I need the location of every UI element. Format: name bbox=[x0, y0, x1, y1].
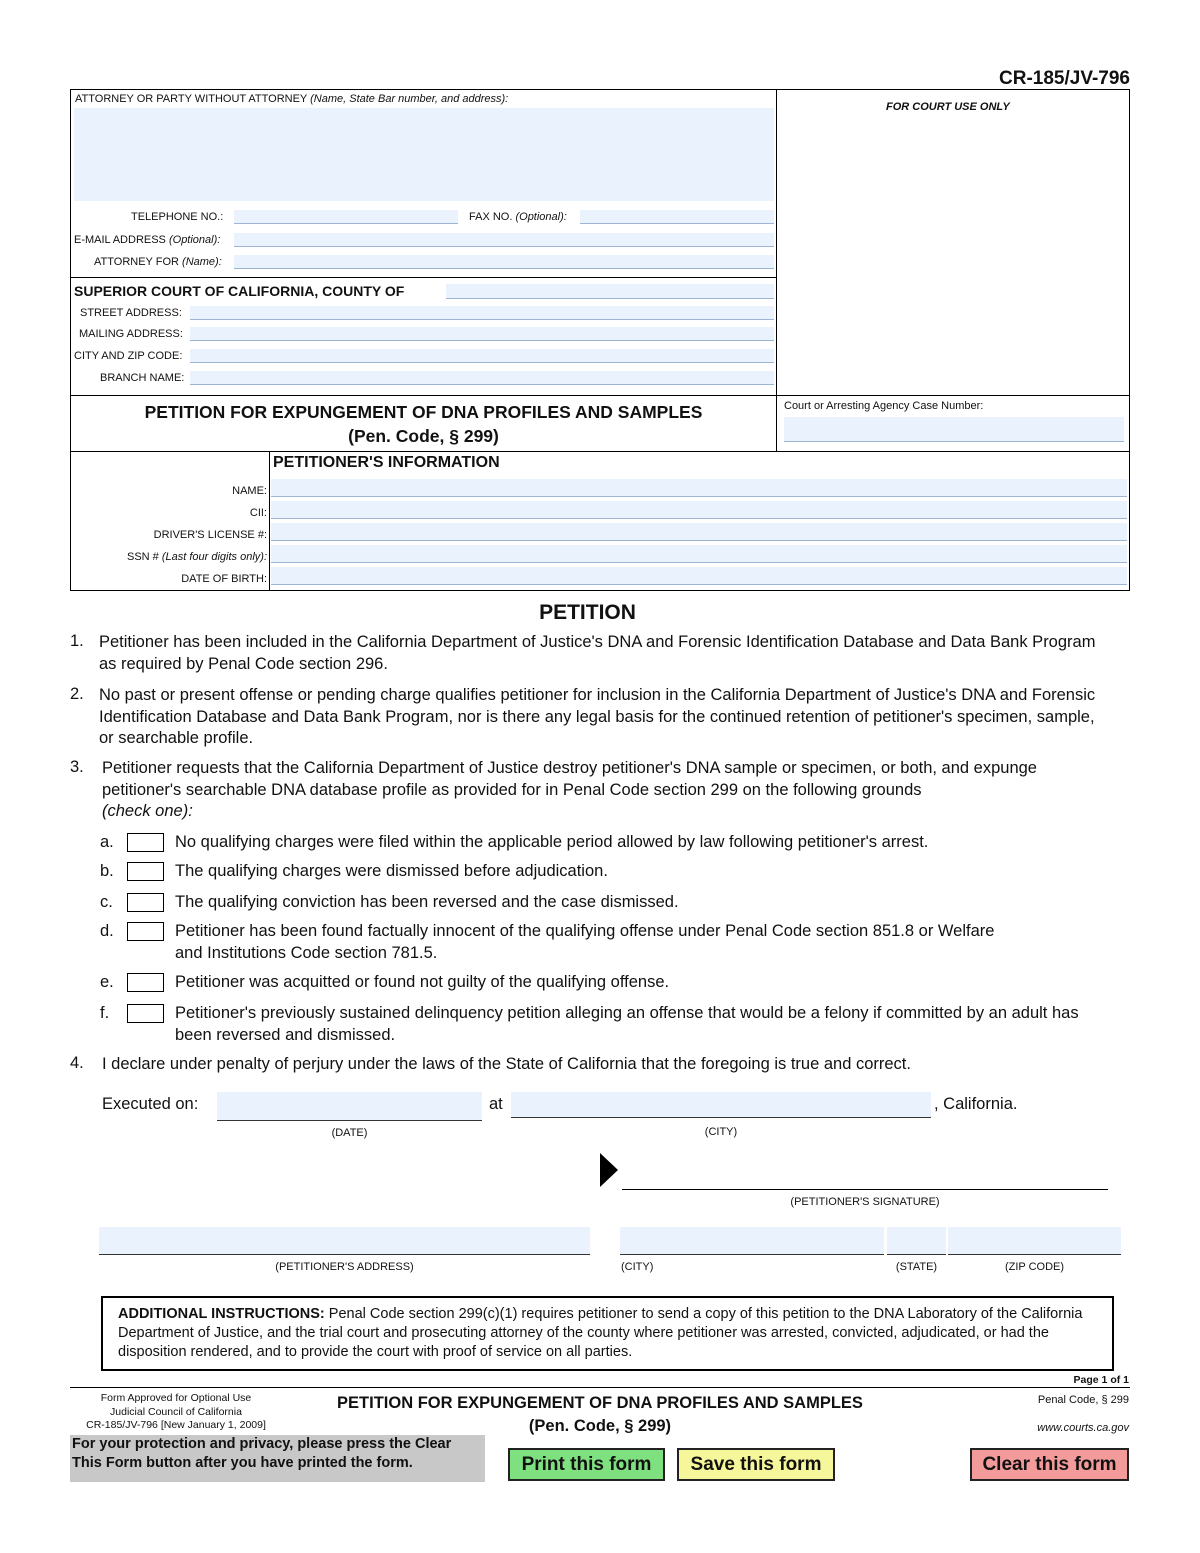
option-e-text: Petitioner was acquitted or found not guilty of the qualifying offense. bbox=[175, 973, 670, 991]
option-letter: b. bbox=[100, 862, 114, 880]
option-b-text: The qualifying charges were dismissed before adjudication. bbox=[175, 862, 608, 880]
option-c-text: The qualifying conviction has been reversed and the case dismissed. bbox=[175, 893, 679, 911]
footer-website[interactable]: www.courts.ca.gov bbox=[1037, 1422, 1129, 1434]
petition-item-3: Petitioner requests that the California Department of Justice destroy petitioner's DNA sample or specimen, or both, and expunge petitioner's searchable DNA database profile as provided for in Penal Code section 299 on the following grounds (check one): bbox=[102, 759, 1037, 820]
form-title-line2: (Pen. Code, § 299) bbox=[348, 426, 499, 446]
petition-heading: PETITION bbox=[539, 601, 636, 624]
attorney-for-field[interactable] bbox=[234, 255, 774, 269]
license-field[interactable] bbox=[271, 523, 1127, 541]
header-right-box bbox=[776, 89, 1130, 452]
zip-field[interactable] bbox=[948, 1227, 1121, 1255]
print-button[interactable]: Print this form bbox=[508, 1448, 665, 1481]
option-a-text: No qualifying charges were filed within the applicable period allowed by law following petitioner's arrest. bbox=[175, 833, 929, 851]
mailing-label: MAILING ADDRESS: bbox=[79, 328, 183, 340]
cii-label: CII: bbox=[249, 507, 267, 519]
at-label: at bbox=[489, 1095, 503, 1113]
signature-line[interactable] bbox=[622, 1189, 1108, 1190]
dob-label: DATE OF BIRTH: bbox=[181, 573, 267, 585]
case-number-field[interactable] bbox=[784, 417, 1124, 442]
option-letter: c. bbox=[100, 893, 113, 911]
page-number: Page 1 of 1 bbox=[1073, 1374, 1129, 1386]
petitioner-info-heading: PETITIONER'S INFORMATION bbox=[273, 454, 500, 471]
item-number: 4. bbox=[70, 1054, 84, 1072]
city-zip-label: CITY AND ZIP CODE: bbox=[74, 350, 183, 362]
option-d-checkbox[interactable] bbox=[127, 922, 164, 941]
attorney-for-label: ATTORNEY FOR (Name): bbox=[94, 256, 222, 268]
option-f-checkbox[interactable] bbox=[127, 1004, 164, 1023]
option-a-checkbox[interactable] bbox=[127, 833, 164, 852]
court-name-label: SUPERIOR COURT OF CALIFORNIA, COUNTY OF bbox=[74, 283, 405, 299]
option-letter: d. bbox=[100, 922, 114, 940]
divider bbox=[70, 395, 1130, 396]
option-letter: a. bbox=[100, 833, 114, 851]
petition-item-2: No past or present offense or pending charge qualifies petitioner for inclusion in the California Department of Justice's DNA and Forensic Identification Database and Data Bank Program, nor is there any legal basis for the continued retention of petitioner's specimen, sample, or searchable profile. bbox=[99, 686, 1096, 747]
address-field[interactable] bbox=[99, 1227, 590, 1255]
executed-on-label: Executed on: bbox=[102, 1095, 199, 1113]
fax-field[interactable] bbox=[580, 210, 774, 224]
instructions-title: ADDITIONAL INSTRUCTIONS: bbox=[118, 1306, 325, 1322]
city2-field[interactable] bbox=[620, 1227, 884, 1255]
option-letter: f. bbox=[100, 1004, 110, 1022]
attorney-label: ATTORNEY OR PARTY WITHOUT ATTORNEY (Name, State Bar number, and address): bbox=[75, 93, 509, 105]
county-field[interactable] bbox=[446, 284, 774, 299]
dob-field[interactable] bbox=[271, 567, 1127, 585]
zip-caption: (ZIP CODE) bbox=[1004, 1261, 1065, 1273]
divider bbox=[269, 451, 270, 591]
state-caption: (STATE) bbox=[895, 1261, 938, 1273]
item-number: 1. bbox=[70, 632, 84, 650]
privacy-notice: For your protection and privacy, please press the Clear This Form button after you have printed the form. bbox=[70, 1435, 485, 1482]
address-caption: (PETITIONER'S ADDRESS) bbox=[275, 1261, 414, 1273]
date-field[interactable] bbox=[217, 1092, 482, 1121]
approved-line2: Judicial Council of California bbox=[110, 1405, 242, 1418]
clear-button[interactable]: Clear this form bbox=[970, 1448, 1129, 1481]
petition-item-4: I declare under penalty of perjury under the laws of the State of California that the foregoing is true and correct. bbox=[102, 1055, 911, 1073]
instructions-text: ADDITIONAL INSTRUCTIONS: Penal Code section 299(c)(1) requires petitioner to send a copy of this petition to the DNA Laboratory of the California Department of Justice, and the trial court and prosecuting attorney of the county where petitioner was arrested, convicted, adjudicated, or had the disposition rendered, and to provide the court with proof of service on all parties. bbox=[118, 1306, 1083, 1360]
save-button[interactable]: Save this form bbox=[677, 1448, 835, 1481]
footer-rule bbox=[70, 1387, 1130, 1388]
footer-penal-code: Penal Code, § 299 bbox=[1037, 1394, 1129, 1406]
license-label: DRIVER'S LICENSE #: bbox=[153, 529, 267, 541]
branch-label: BRANCH NAME: bbox=[100, 372, 185, 384]
ssn-field[interactable] bbox=[271, 545, 1127, 563]
fax-label: FAX NO. (Optional): bbox=[469, 211, 567, 223]
name-field[interactable] bbox=[271, 479, 1127, 497]
petition-item-1: Petitioner has been included in the California Department of Justice's DNA and Forensic Identification Database and Data Bank Program as required by Penal Code section 296. bbox=[99, 633, 1096, 673]
cii-field[interactable] bbox=[271, 501, 1127, 519]
telephone-field[interactable] bbox=[234, 210, 458, 224]
footer-title-line2: (Pen. Code, § 299) bbox=[528, 1417, 672, 1435]
signature-caption: (PETITIONER'S SIGNATURE) bbox=[790, 1196, 940, 1208]
city-zip-field[interactable] bbox=[190, 349, 774, 363]
email-label: E-MAIL ADDRESS (Optional): bbox=[74, 234, 221, 246]
city-caption: (CITY) bbox=[704, 1126, 738, 1138]
mailing-field[interactable] bbox=[190, 327, 774, 341]
footer-title bbox=[300, 1392, 900, 1438]
city2-caption: (CITY) bbox=[621, 1261, 654, 1273]
state-field[interactable] bbox=[887, 1227, 946, 1255]
form-id: CR-185/JV-796 bbox=[999, 68, 1130, 89]
telephone-label: TELEPHONE NO.: bbox=[131, 211, 224, 223]
ssn-label: SSN # (Last four digits only): bbox=[126, 551, 267, 563]
court-use-label: FOR COURT USE ONLY bbox=[886, 101, 1010, 113]
divider bbox=[70, 277, 777, 278]
footer-title-line1: PETITION FOR EXPUNGEMENT OF DNA PROFILES AND SAMPLES bbox=[337, 1394, 863, 1412]
california-label: , California. bbox=[934, 1095, 1018, 1113]
branch-field[interactable] bbox=[190, 371, 774, 385]
item-number: 3. bbox=[70, 758, 84, 776]
date-caption: (DATE) bbox=[331, 1127, 368, 1139]
option-b-checkbox[interactable] bbox=[127, 862, 164, 881]
case-number-label: Court or Arresting Agency Case Number: bbox=[784, 400, 984, 412]
form-approved bbox=[70, 1392, 282, 1433]
street-field[interactable] bbox=[190, 306, 774, 320]
option-letter: e. bbox=[100, 973, 114, 991]
city-field[interactable] bbox=[511, 1092, 931, 1118]
option-c-checkbox[interactable] bbox=[127, 893, 164, 912]
option-d-text: Petitioner has been found factually innocent of the qualifying offense under Penal Code section 851.8 or Welfare and Institutions Code section 781.5. bbox=[175, 922, 995, 962]
approved-line1: Form Approved for Optional Use bbox=[100, 1392, 252, 1404]
email-field[interactable] bbox=[234, 233, 774, 247]
form-title bbox=[70, 400, 777, 448]
name-label: NAME: bbox=[232, 485, 267, 497]
option-f-text: Petitioner's previously sustained delinquency petition alleging an offense that would be a felony if committed by an adult has been reversed and dismissed. bbox=[175, 1004, 1079, 1044]
signature-arrow-icon bbox=[600, 1153, 618, 1187]
approved-line3: CR-185/JV-796 [New January 1, 2009] bbox=[86, 1419, 266, 1431]
form-title-line1: PETITION FOR EXPUNGEMENT OF DNA PROFILES AND SAMPLES bbox=[144, 402, 703, 422]
item-number: 2. bbox=[70, 685, 84, 703]
option-e-checkbox[interactable] bbox=[127, 973, 164, 992]
street-label: STREET ADDRESS: bbox=[80, 307, 182, 319]
attorney-field[interactable] bbox=[74, 108, 774, 201]
